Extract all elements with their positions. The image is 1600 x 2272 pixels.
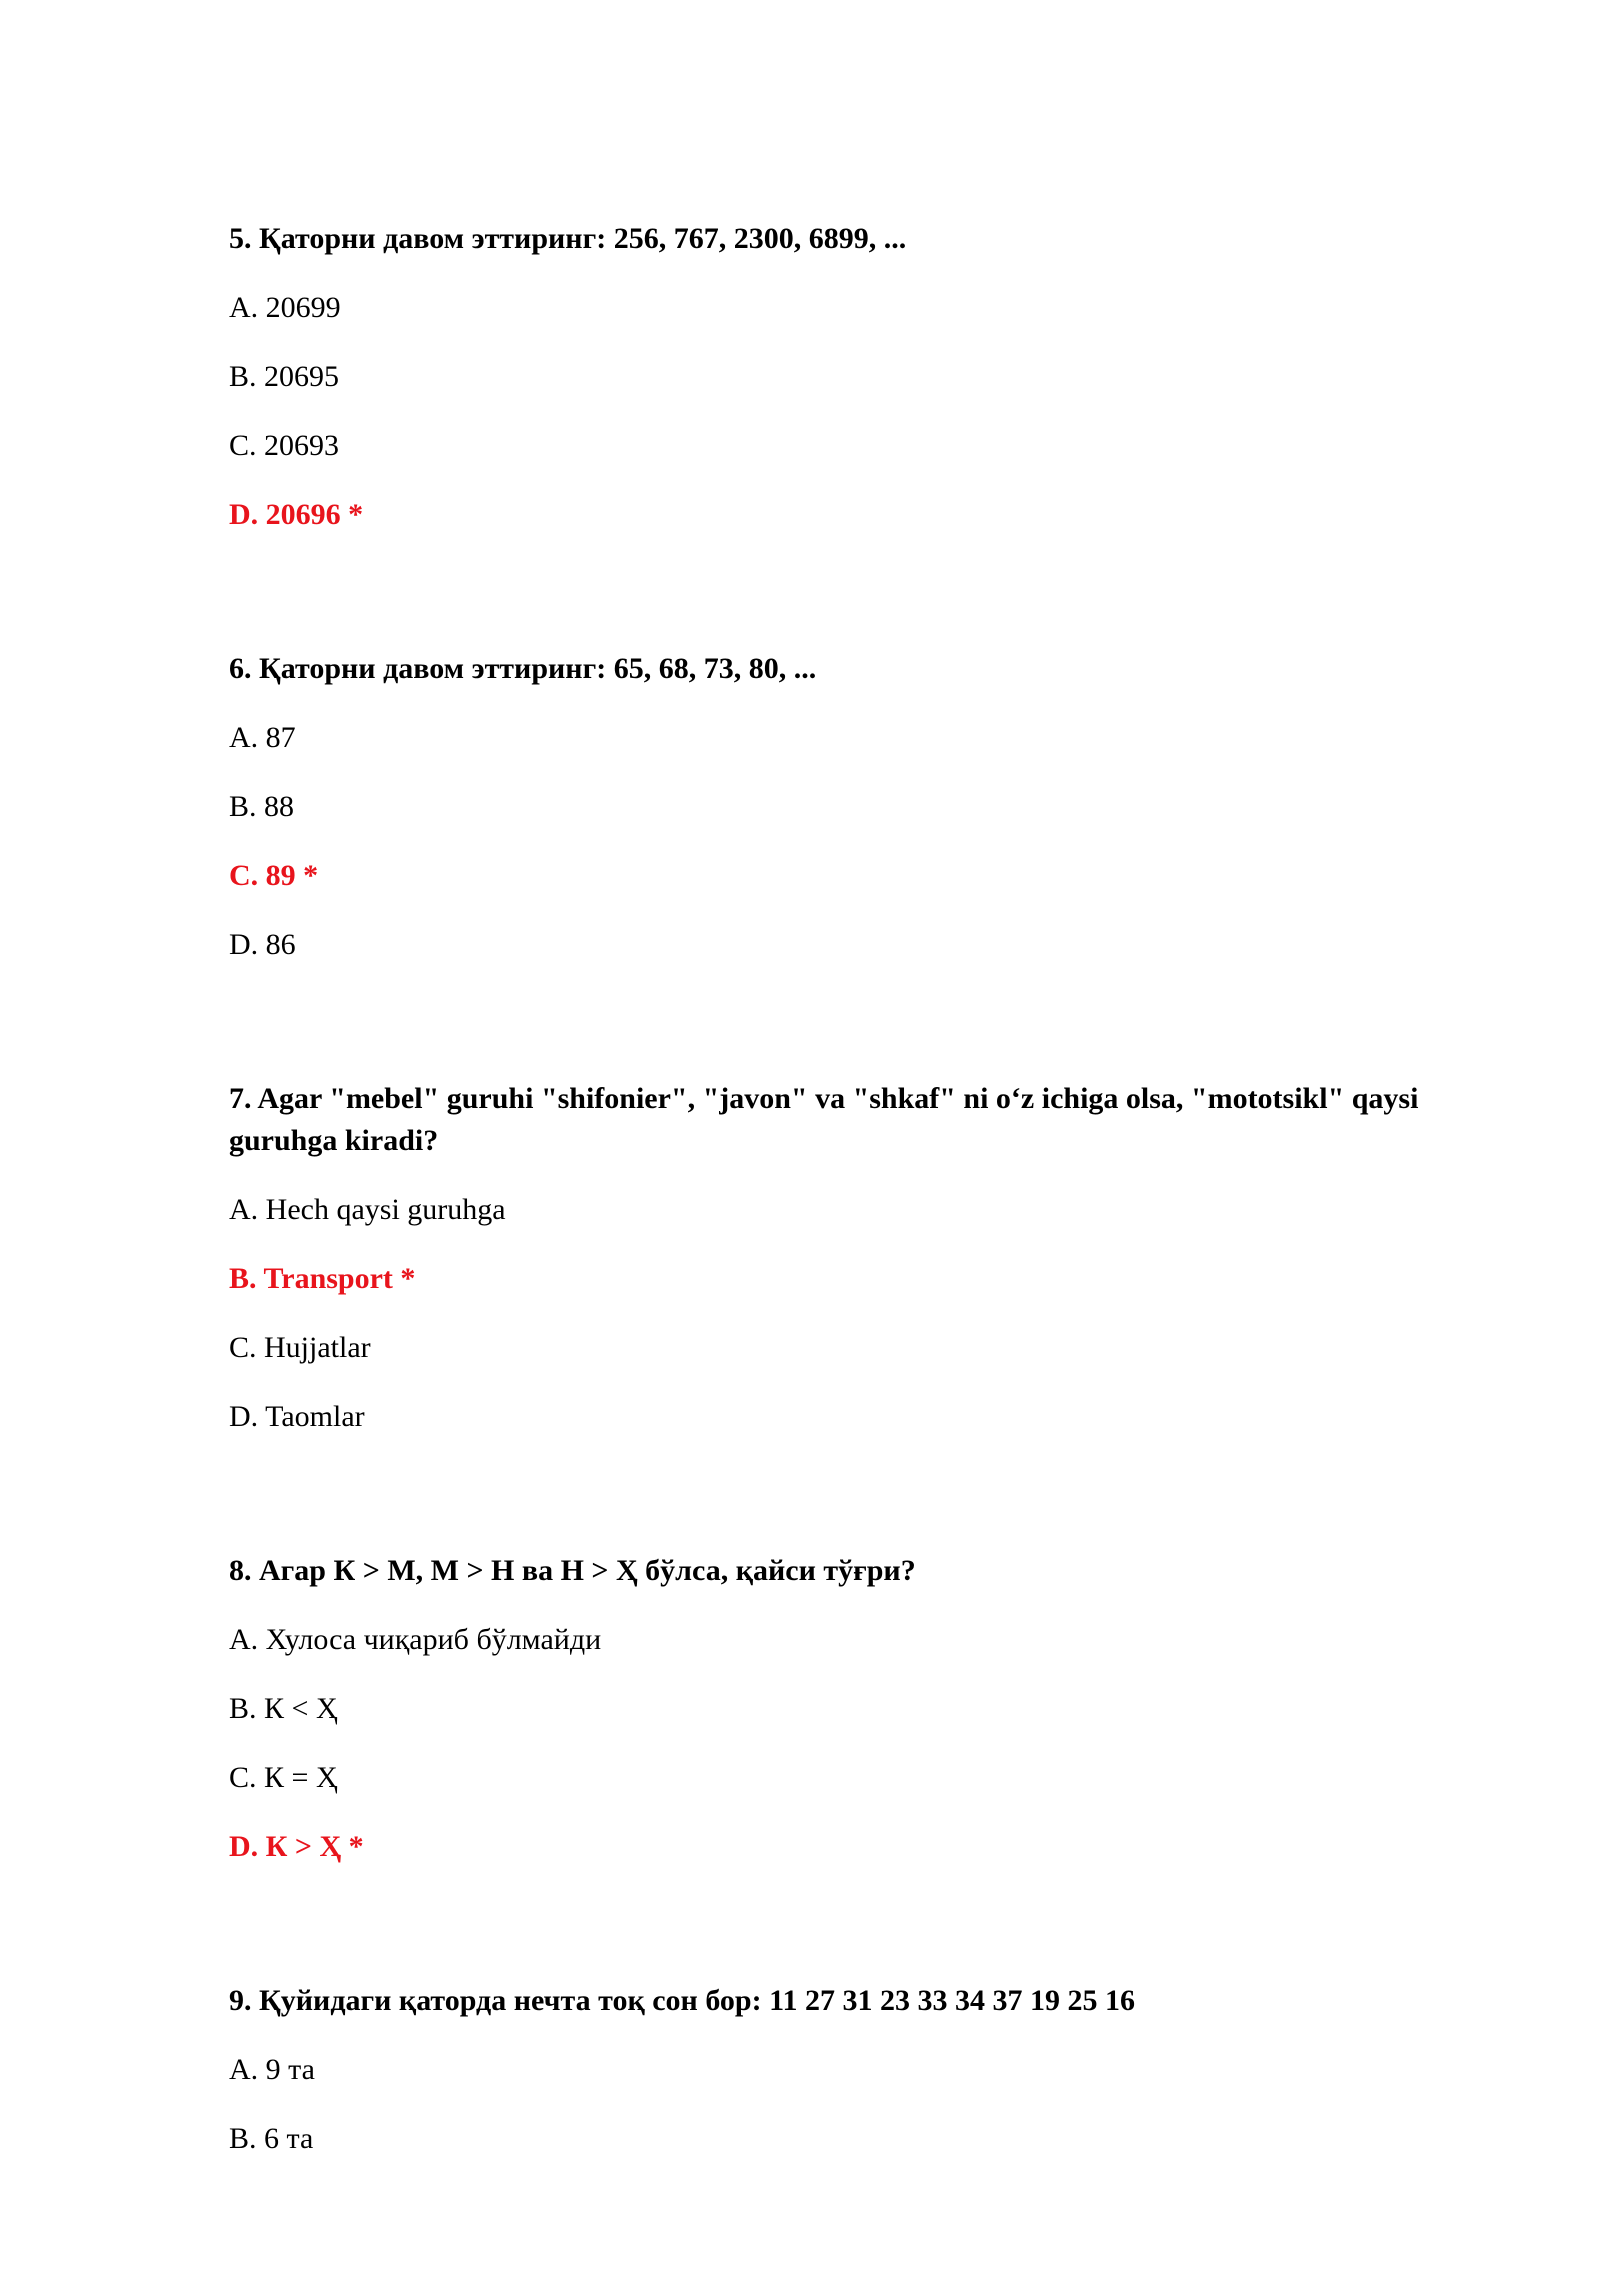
option-c: C. 20693	[229, 429, 340, 462]
question-text: 9. Қуйидаги қаторда нечта тоқ сон бор: 11 27 31 23 33 34 37 19 25 16	[229, 1984, 1135, 2017]
option-d: D. Taomlar	[229, 1400, 365, 1433]
question-text: 8. Агар К > М, М > Н ва Н > Ҳ бўлса, қайси тўғри?	[229, 1554, 916, 1587]
option-b: B. 88	[229, 790, 295, 823]
option-a: A. Hech qaysi guruhga	[229, 1193, 506, 1226]
option-a: A. 87	[229, 721, 296, 754]
option-d: D. 86	[229, 928, 296, 961]
question-6	[229, 648, 1459, 966]
question-9	[229, 1980, 1459, 2160]
question-5	[229, 218, 1459, 536]
document-page	[229, 218, 1459, 2272]
option-a: A. 9 та	[229, 2053, 315, 2086]
option-a: A. Хулоса чиқариб бўлмайди	[229, 1623, 602, 1656]
question-text: 6. Қаторни давом эттиринг: 65, 68, 73, 80, ...	[229, 652, 817, 685]
option-c: C. Hujjatlar	[229, 1331, 371, 1364]
option-b-correct: B. Transport *	[229, 1262, 416, 1295]
question-text: 7. Agar "mebel" guruhi "shifonier", "javon" va "shkaf" ni oʻz ichiga olsa, "mototsikl" qaysi guruhga kiradi?	[229, 1082, 1419, 1157]
option-b: B. 20695	[229, 360, 340, 393]
option-d-correct: D. К > Ҳ *	[229, 1830, 364, 1863]
question-text: 5. Қаторни давом эттиринг: 256, 767, 2300, 6899, ...	[229, 222, 907, 255]
option-b: B. К < Ҳ	[229, 1692, 338, 1725]
option-c: C. К = Ҳ	[229, 1761, 338, 1794]
option-a: A. 20699	[229, 291, 341, 324]
option-d-correct: D. 20696 *	[229, 498, 364, 531]
question-7	[229, 1078, 1459, 1438]
question-8	[229, 1550, 1459, 1868]
option-b: B. 6 та	[229, 2122, 314, 2155]
option-c-correct: C. 89 *	[229, 859, 319, 892]
